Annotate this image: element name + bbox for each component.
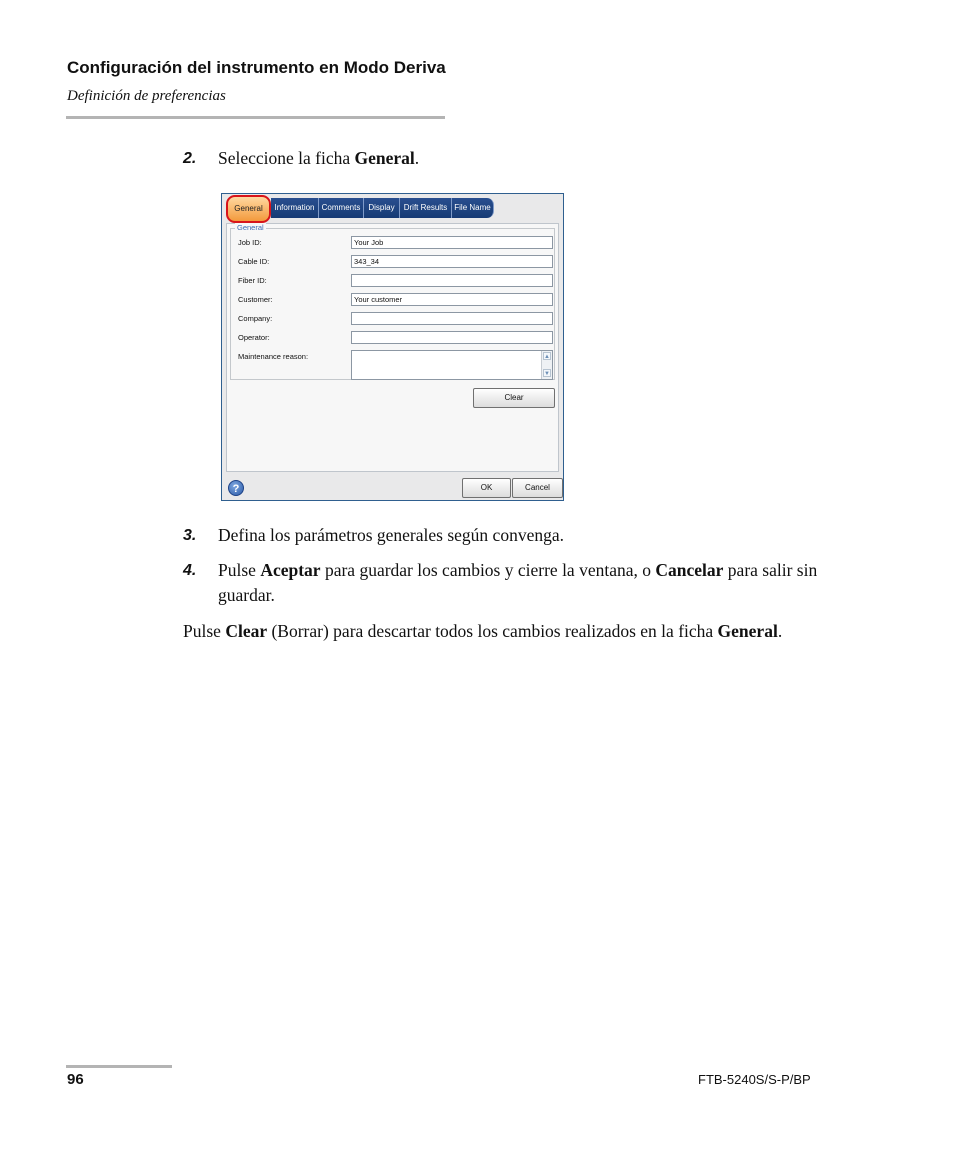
step-number: 3.: [183, 527, 197, 544]
product-model: FTB-5240S/S-P/BP: [698, 1072, 811, 1087]
customer-input[interactable]: Your customer: [351, 293, 553, 306]
header-divider: [66, 116, 445, 119]
step-number: 4.: [183, 562, 197, 579]
cancel-button[interactable]: Cancel: [512, 478, 563, 498]
fiber-id-input[interactable]: [351, 274, 553, 287]
scroll-up-icon[interactable]: ▲: [544, 354, 550, 360]
tab-comments[interactable]: Comments: [319, 198, 364, 218]
job-id-input[interactable]: Your Job: [351, 236, 553, 249]
tab-information[interactable]: Information: [271, 198, 319, 218]
help-icon[interactable]: ?: [228, 480, 244, 496]
tab-general[interactable]: General: [226, 195, 271, 223]
operator-label: Operator:: [238, 333, 270, 342]
clear-note: Pulse Clear (Borrar) para descartar todos los cambios realizados en la ficha General.: [183, 621, 783, 641]
cable-id-input[interactable]: 343_34: [351, 255, 553, 268]
job-id-label: Job ID:: [238, 238, 262, 247]
textarea-scrollbar[interactable]: [541, 351, 552, 379]
company-input[interactable]: [351, 312, 553, 325]
fiber-id-label: Fiber ID:: [238, 276, 267, 285]
ok-button[interactable]: OK: [462, 478, 511, 498]
maintenance-reason-textarea[interactable]: [351, 350, 553, 380]
section-subtitle: Definición de preferencias: [67, 88, 226, 104]
operator-input[interactable]: [351, 331, 553, 344]
tab-file-name[interactable]: File Name: [452, 198, 494, 218]
preferences-dialog-screenshot: [221, 193, 564, 501]
tab-drift-results[interactable]: Drift Results: [400, 198, 452, 218]
clear-button[interactable]: Clear: [473, 388, 555, 408]
tab-display[interactable]: Display: [364, 198, 400, 218]
company-label: Company:: [238, 314, 273, 323]
footer-divider: [66, 1065, 172, 1068]
step-number: 2.: [183, 150, 197, 167]
maintenance-reason-label: Maintenance reason:: [238, 352, 309, 361]
group-legend: General: [237, 223, 264, 232]
customer-label: Customer:: [238, 295, 273, 304]
page-number: 96: [67, 1071, 84, 1088]
step-text: Pulse Aceptar para guardar los cambios y cierre la ventana, o Cancelar para salir sin guardar.: [218, 560, 818, 605]
general-group: [230, 223, 555, 380]
step-text: Seleccione la ficha General.: [218, 148, 420, 168]
scroll-down-icon[interactable]: ▼: [544, 371, 550, 377]
step-text: Defina los parámetros generales según convenga.: [218, 525, 564, 545]
section-title: Configuración del instrumento en Modo Deriva: [67, 58, 446, 77]
cable-id-label: Cable ID:: [238, 257, 270, 266]
general-panel: [226, 223, 559, 472]
